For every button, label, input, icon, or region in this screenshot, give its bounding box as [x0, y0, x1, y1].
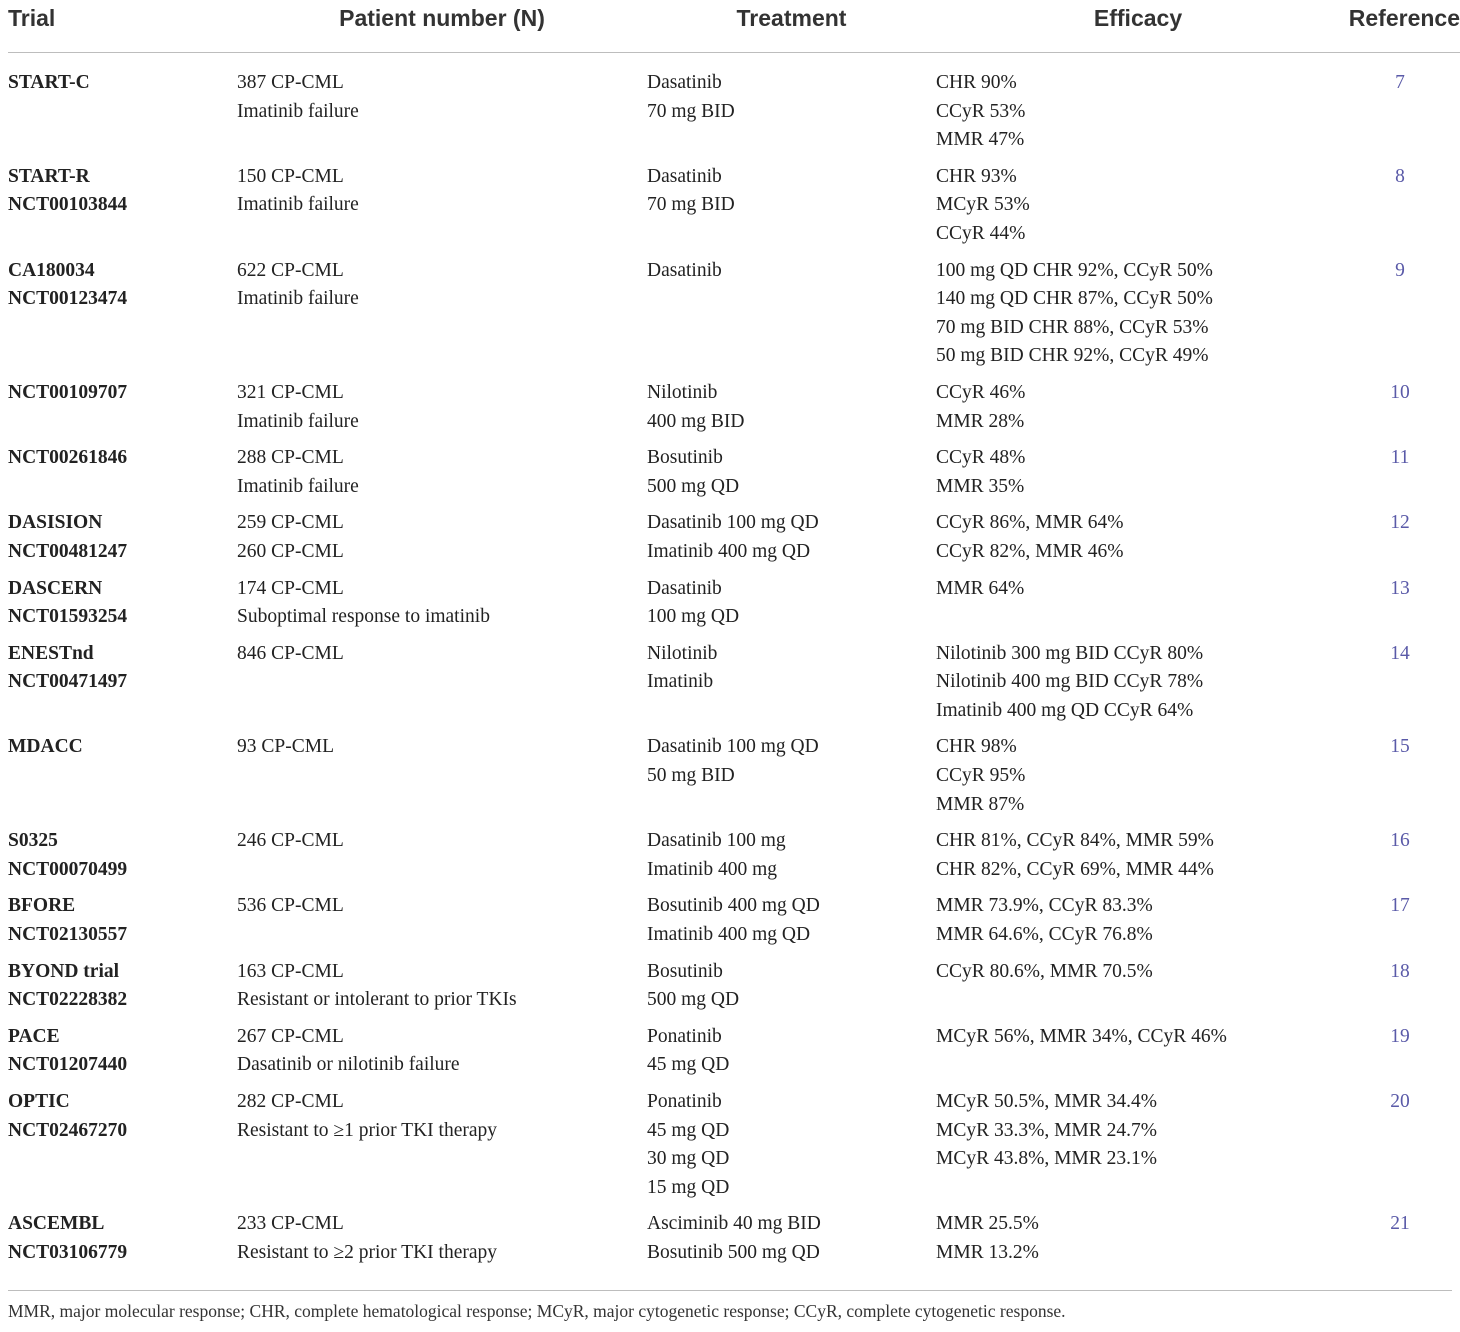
- cell-efficacy: [936, 887, 1340, 952]
- cell-patients-line: 846 CP-CML: [237, 642, 344, 664]
- cell-patients-line: 387 CP-CML: [237, 72, 344, 93]
- cell-efficacy-line: CHR 81%, CCyR 84%, MMR 59%: [936, 830, 1214, 852]
- cell-treatment: [647, 439, 936, 504]
- cell-patients-line: 150 CP-CML: [237, 165, 344, 187]
- reference-link[interactable]: 10: [1390, 381, 1410, 403]
- cell-treatment-line: 500 mg QD: [647, 475, 740, 497]
- table-row: [8, 158, 1460, 252]
- cell-patients-line: 267 CP-CML: [237, 1025, 344, 1047]
- cell-trial-line: MDACC: [8, 736, 83, 758]
- cell-treatment-line: Dasatinib 100 mg: [647, 830, 786, 852]
- cell-patients-line: Resistant to ≥1 prior TKI therapy: [237, 1119, 498, 1141]
- cell-efficacy: [936, 1205, 1340, 1281]
- cell-trial-line: NCT00481247: [8, 540, 128, 562]
- reference-link[interactable]: 9: [1395, 259, 1405, 281]
- reference-link[interactable]: 18: [1390, 960, 1410, 982]
- cell-treatment: [647, 953, 936, 1018]
- cell-trial: [8, 53, 237, 158]
- cell-treatment-line: 15 mg QD: [647, 1176, 730, 1198]
- cell-trial: [8, 570, 237, 635]
- cell-treatment-line: Dasatinib: [647, 72, 722, 93]
- cell-treatment-line: Bosutinib: [647, 447, 723, 469]
- cell-patients: [237, 887, 647, 952]
- cell-treatment-line: Nilotinib: [647, 381, 718, 403]
- cell-treatment: [647, 53, 936, 158]
- reference-link[interactable]: 16: [1390, 830, 1410, 852]
- cell-patients-line: Suboptimal response to imatinib: [237, 606, 490, 628]
- cell-treatment-line: Imatinib: [647, 671, 714, 693]
- cell-treatment-line: Ponatinib: [647, 1091, 722, 1112]
- cell-efficacy-line: CCyR 82%, MMR 46%: [936, 540, 1124, 562]
- reference-link[interactable]: 12: [1390, 512, 1410, 534]
- cell-patients-line: 174 CP-CML: [237, 577, 344, 599]
- reference-link[interactable]: 7: [1395, 72, 1405, 93]
- cell-efficacy-line: Nilotinib 400 mg BID CCyR 78%: [936, 671, 1204, 693]
- cell-patients-line: 282 CP-CML: [237, 1091, 344, 1112]
- cell-trial-line: START-R: [8, 165, 90, 187]
- cell-patients: [237, 252, 647, 374]
- cell-treatment: [647, 635, 936, 729]
- cell-trial: [8, 374, 237, 439]
- cell-efficacy: [936, 953, 1340, 1018]
- cell-efficacy-line: CCyR 44%: [936, 222, 1026, 244]
- reference-link[interactable]: 21: [1390, 1213, 1410, 1235]
- reference-link[interactable]: 11: [1390, 447, 1410, 469]
- table-row: [8, 252, 1460, 374]
- cell-efficacy: [936, 504, 1340, 569]
- cell-treatment-line: 45 mg QD: [647, 1119, 730, 1141]
- cell-efficacy-line: 70 mg BID CHR 88%, CCyR 53%: [936, 316, 1209, 338]
- cell-patients-line: Imatinib failure: [237, 194, 359, 216]
- cell-efficacy-line: CCyR 95%: [936, 765, 1026, 787]
- cell-treatment-line: Imatinib 400 mg QD: [647, 924, 811, 946]
- cell-efficacy: [936, 53, 1340, 158]
- cell-trial: [8, 635, 237, 729]
- cell-patients-line: Imatinib failure: [237, 100, 359, 122]
- table-row: [8, 953, 1460, 1018]
- cell-trial: [8, 158, 237, 252]
- header-reference: Reference: [1340, 0, 1460, 53]
- cell-efficacy-line: MMR 73.9%, CCyR 83.3%: [936, 895, 1153, 917]
- cell-treatment: [647, 158, 936, 252]
- cell-trial-line: BYOND trial: [8, 960, 120, 982]
- cell-efficacy-line: Imatinib 400 mg QD CCyR 64%: [936, 699, 1194, 721]
- cell-trial-line: NCT00261846: [8, 447, 128, 469]
- cell-patients: [237, 635, 647, 729]
- cell-efficacy-line: CCyR 80.6%, MMR 70.5%: [936, 960, 1153, 982]
- cell-treatment-line: Asciminib 40 mg BID: [647, 1213, 821, 1235]
- cell-treatment-line: 45 mg QD: [647, 1054, 730, 1076]
- cell-treatment-line: 50 mg BID: [647, 765, 735, 787]
- cell-treatment-line: Nilotinib: [647, 642, 718, 664]
- cell-efficacy-line: CCyR 53%: [936, 100, 1026, 122]
- cell-trial: [8, 252, 237, 374]
- cell-efficacy: [936, 822, 1340, 887]
- table-row: [8, 887, 1460, 952]
- cell-efficacy-line: CHR 90%: [936, 72, 1017, 93]
- cell-efficacy-line: MMR 28%: [936, 410, 1025, 432]
- cell-trial-line: ENESTnd: [8, 642, 94, 664]
- cell-efficacy: [936, 1083, 1340, 1205]
- cell-patients-line: 93 CP-CML: [237, 736, 334, 758]
- reference-link[interactable]: 15: [1390, 736, 1410, 758]
- cell-efficacy: [936, 728, 1340, 822]
- cell-efficacy-line: CHR 93%: [936, 165, 1017, 187]
- cell-trial-line: NCT02130557: [8, 924, 128, 946]
- cell-trial-line: ASCEMBL: [8, 1213, 105, 1235]
- cell-efficacy-line: MMR 64%: [936, 577, 1025, 599]
- cell-patients: [237, 439, 647, 504]
- cell-treatment-line: 400 mg BID: [647, 410, 745, 432]
- cell-efficacy-line: CHR 82%, CCyR 69%, MMR 44%: [936, 858, 1214, 880]
- table-row: [8, 374, 1460, 439]
- cell-patients: [237, 728, 647, 822]
- cell-trial-line: NCT00103844: [8, 194, 128, 216]
- cell-trial-line: NCT00070499: [8, 858, 128, 880]
- cell-treatment-line: Bosutinib 500 mg QD: [647, 1241, 820, 1263]
- cell-efficacy-line: MMR 25.5%: [936, 1213, 1039, 1235]
- cell-efficacy-line: MMR 47%: [936, 129, 1025, 151]
- cell-patients-line: 163 CP-CML: [237, 960, 344, 982]
- cell-patients: [237, 374, 647, 439]
- cell-treatment-line: 70 mg BID: [647, 100, 735, 122]
- cell-trial-line: NCT01207440: [8, 1054, 128, 1076]
- header-row: [8, 0, 1460, 53]
- cell-trial: [8, 953, 237, 1018]
- cell-efficacy-line: 100 mg QD CHR 92%, CCyR 50%: [936, 259, 1213, 281]
- table-body: [8, 53, 1460, 1282]
- cell-trial-line: OPTIC: [8, 1091, 70, 1112]
- cell-treatment-line: Imatinib 400 mg: [647, 858, 777, 880]
- cell-efficacy-line: CHR 98%: [936, 736, 1017, 758]
- cell-efficacy-line: 140 mg QD CHR 87%, CCyR 50%: [936, 288, 1213, 310]
- cell-treatment-line: Imatinib 400 mg QD: [647, 540, 811, 562]
- table-row: [8, 1018, 1460, 1083]
- trials-table: [8, 0, 1460, 1282]
- cell-efficacy-line: CCyR 48%: [936, 447, 1026, 469]
- cell-efficacy: [936, 1018, 1340, 1083]
- table-row: [8, 822, 1460, 887]
- cell-trial: [8, 1205, 237, 1281]
- cell-treatment-line: Dasatinib 100 mg QD: [647, 512, 819, 534]
- cell-patients: [237, 1018, 647, 1083]
- cell-patients: [237, 504, 647, 569]
- cell-efficacy: [936, 252, 1340, 374]
- header-trial: Trial: [8, 0, 237, 53]
- cell-treatment-line: Bosutinib 400 mg QD: [647, 895, 820, 917]
- cell-trial: [8, 728, 237, 822]
- cell-treatment-line: Dasatinib: [647, 165, 722, 187]
- cell-efficacy: [936, 439, 1340, 504]
- cell-efficacy-line: MCyR 53%: [936, 194, 1030, 216]
- cell-patients: [237, 1083, 647, 1205]
- table-row: [8, 728, 1460, 822]
- cell-patients-line: 260 CP-CML: [237, 540, 344, 562]
- cell-treatment: [647, 1018, 936, 1083]
- cell-trial-line: NCT03106779: [8, 1241, 128, 1263]
- cell-trial: [8, 439, 237, 504]
- cell-patients: [237, 570, 647, 635]
- table-row: [8, 635, 1460, 729]
- cell-efficacy-line: CCyR 86%, MMR 64%: [936, 512, 1124, 534]
- cell-patients-line: 321 CP-CML: [237, 381, 344, 403]
- cell-efficacy-line: MMR 13.2%: [936, 1241, 1039, 1263]
- table-row: [8, 1083, 1460, 1205]
- cell-patients: [237, 953, 647, 1018]
- cell-patients-line: Imatinib failure: [237, 475, 359, 497]
- cell-treatment-line: Dasatinib: [647, 577, 722, 599]
- cell-trial-line: CA180034: [8, 259, 95, 281]
- cell-trial-line: NCT00123474: [8, 288, 128, 310]
- cell-treatment-line: 70 mg BID: [647, 194, 735, 216]
- cell-patients: [237, 53, 647, 158]
- cell-treatment: [647, 728, 936, 822]
- cell-treatment: [647, 1083, 936, 1205]
- reference-link[interactable]: 19: [1390, 1025, 1410, 1047]
- table-row: [8, 53, 1460, 158]
- reference-link[interactable]: 20: [1390, 1091, 1410, 1112]
- cell-treatment-line: 100 mg QD: [647, 606, 740, 628]
- cell-trial-line: NCT00471497: [8, 671, 128, 693]
- cell-patients-line: 622 CP-CML: [237, 259, 344, 281]
- cell-efficacy-line: MCyR 33.3%, MMR 24.7%: [936, 1119, 1158, 1141]
- table-row: [8, 570, 1460, 635]
- cell-trial-line: NCT02228382: [8, 989, 128, 1011]
- cell-trial-line: PACE: [8, 1025, 60, 1047]
- cell-patients-line: 233 CP-CML: [237, 1213, 344, 1235]
- cell-trial: [8, 887, 237, 952]
- cell-patients-line: 246 CP-CML: [237, 830, 344, 852]
- cell-efficacy-line: Nilotinib 300 mg BID CCyR 80%: [936, 642, 1204, 664]
- cell-patients-line: Imatinib failure: [237, 288, 359, 310]
- cell-treatment-line: Dasatinib 100 mg QD: [647, 736, 819, 758]
- cell-treatment-line: 30 mg QD: [647, 1148, 730, 1170]
- cell-patients-line: Resistant to ≥2 prior TKI therapy: [237, 1241, 498, 1263]
- cell-efficacy-line: MCyR 43.8%, MMR 23.1%: [936, 1148, 1158, 1170]
- cell-patients-line: 536 CP-CML: [237, 895, 344, 917]
- cell-patients: [237, 822, 647, 887]
- cell-efficacy-line: MCyR 56%, MMR 34%, CCyR 46%: [936, 1025, 1227, 1047]
- cell-trial-line: NCT01593254: [8, 606, 128, 628]
- cell-patients: [237, 158, 647, 252]
- header-patients: Patient number (N): [237, 0, 647, 53]
- cell-treatment-line: Dasatinib: [647, 259, 722, 281]
- cell-efficacy-line: MMR 87%: [936, 793, 1025, 815]
- cell-efficacy-line: CCyR 46%: [936, 381, 1026, 403]
- table-row: [8, 504, 1460, 569]
- reference-link[interactable]: 17: [1390, 895, 1410, 917]
- header-efficacy: Efficacy: [936, 0, 1340, 53]
- reference-link[interactable]: 13: [1390, 577, 1410, 599]
- cell-trial: [8, 1083, 237, 1205]
- cell-efficacy-line: 50 mg BID CHR 92%, CCyR 49%: [936, 345, 1209, 367]
- cell-treatment: [647, 504, 936, 569]
- cell-treatment: [647, 570, 936, 635]
- cell-treatment: [647, 252, 936, 374]
- table-row: [8, 1205, 1460, 1281]
- cell-trial-line: NCT02467270: [8, 1119, 128, 1141]
- cell-treatment: [647, 374, 936, 439]
- reference-link[interactable]: 8: [1395, 165, 1405, 187]
- cell-treatment-line: 500 mg QD: [647, 989, 740, 1011]
- table-row: [8, 439, 1460, 504]
- cell-treatment: [647, 822, 936, 887]
- cell-efficacy: [936, 570, 1340, 635]
- cell-trial: [8, 1018, 237, 1083]
- cell-treatment: [647, 1205, 936, 1281]
- cell-patients-line: Imatinib failure: [237, 410, 359, 432]
- cell-efficacy: [936, 158, 1340, 252]
- footnote: MMR, major molecular response; CHR, complete hematological response; MCyR, major cytogenetic response; CCyR, complete cytogenetic response.: [8, 1290, 1452, 1322]
- cell-patients-line: Resistant or intolerant to prior TKIs: [237, 989, 517, 1011]
- cell-trial-line: S0325: [8, 830, 58, 852]
- cell-patients-line: 288 CP-CML: [237, 447, 344, 469]
- cell-efficacy-line: MCyR 50.5%, MMR 34.4%: [936, 1091, 1158, 1112]
- cell-patients: [237, 1205, 647, 1281]
- cell-efficacy: [936, 374, 1340, 439]
- cell-trial: [8, 504, 237, 569]
- cell-efficacy: [936, 635, 1340, 729]
- cell-treatment: [647, 887, 936, 952]
- cell-treatment-line: Bosutinib: [647, 960, 723, 982]
- cell-trial-line: NCT00109707: [8, 381, 128, 403]
- cell-trial-line: DASISION: [8, 512, 103, 534]
- cell-trial: [8, 822, 237, 887]
- cell-patients-line: Dasatinib or nilotinib failure: [237, 1054, 460, 1076]
- cell-efficacy-line: MMR 64.6%, CCyR 76.8%: [936, 924, 1153, 946]
- cell-trial-line: START-C: [8, 72, 90, 93]
- cell-trial-line: BFORE: [8, 895, 76, 917]
- cell-treatment-line: Ponatinib: [647, 1025, 722, 1047]
- header-treatment: Treatment: [647, 0, 936, 53]
- cell-trial-line: DASCERN: [8, 577, 103, 599]
- cell-patients-line: 259 CP-CML: [237, 512, 344, 534]
- reference-link[interactable]: 14: [1390, 642, 1410, 664]
- cell-efficacy-line: MMR 35%: [936, 475, 1025, 497]
